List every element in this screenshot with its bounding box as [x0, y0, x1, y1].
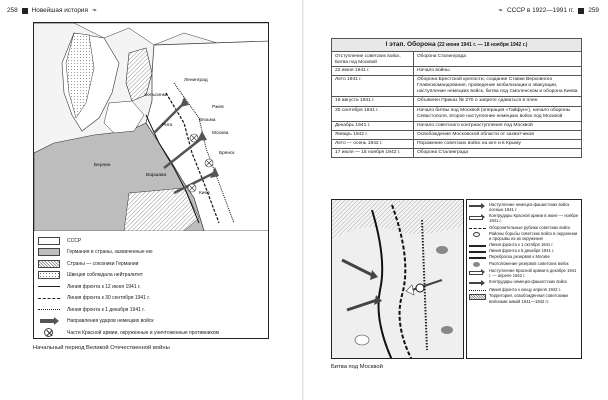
row-event: Поражение советских войск на юге и в Крыму [414, 140, 582, 149]
encircled-icon [44, 328, 53, 337]
legend-row [38, 293, 264, 305]
row-date: 22 июня 1941 г. [332, 66, 414, 75]
right-running-title: СССР в 1922—1991 гг. [507, 7, 575, 14]
city-label: Брянск [219, 151, 235, 156]
legend-label: Линия фронта к 1 октября 1941 г. [489, 241, 554, 247]
table-row [332, 130, 582, 139]
city-label: Вязьма [199, 118, 216, 123]
ornament-icon: ❧ [497, 8, 504, 14]
row-date: Январь 1942 г. [332, 130, 414, 139]
legend-label: Линия фронта к 5 декабря 1941 г. [489, 248, 555, 254]
legend-label: Страны — союзники Германии [67, 260, 139, 267]
legend-label: Контрудары Красной армии в июне — ноябре 1941 г. [489, 213, 579, 224]
legend-swatch [38, 271, 60, 279]
legend-label: Территория, освобождённая советскими войсками зимой 1941—1942 гг. [489, 293, 568, 304]
city-label: Варшава [146, 173, 167, 178]
legend-swatch [38, 260, 60, 268]
legend-text: Битва под Москвой [335, 59, 377, 64]
table-row [332, 97, 582, 106]
legend-row [469, 213, 579, 223]
defense-stage-table [331, 38, 582, 158]
table-row [332, 76, 582, 97]
map-legend [38, 235, 264, 339]
legend-swatch [38, 298, 60, 299]
legend-label: Наступление Красной армии в декабре 1941 г. — апреле 1942 г. [489, 267, 577, 278]
legend-row [38, 304, 264, 316]
legend-swatch [38, 237, 60, 245]
legend-label: Оборонительные рубежи советских войск [489, 224, 571, 230]
city-label: Москва [212, 131, 229, 136]
legend-label: СССР [67, 237, 82, 244]
legend-swatch [38, 309, 60, 310]
table-header-row [332, 39, 582, 52]
legend-row [38, 316, 264, 328]
table-row [332, 121, 582, 130]
table-title-dates: (22 июня 1941 г. — 18 ноября 1942 г.) [437, 42, 528, 48]
row-event: Объявлен Приказ № 270 о запрете сдаваться в плен [414, 97, 582, 106]
legend-label: Переброска резервов к Москве [489, 254, 550, 260]
europe-map [34, 23, 269, 231]
row-event: Начало войны [414, 66, 582, 75]
map-initial-period [33, 22, 269, 339]
right-page-number: 259 [588, 7, 599, 14]
row-event: Начало битвы под Москвой (операция «Тайфун»), начало обороны Севастополя, второе наступление немецких войск под Москвой [414, 106, 582, 121]
city-label: Ленинград [184, 78, 208, 83]
table-title-text: I этап. Оборона [385, 41, 436, 48]
row-event: Начало советского контрнаступления под Москвой [414, 121, 582, 130]
arrow-outline-icon [469, 269, 486, 275]
table-legend-row [332, 52, 582, 67]
legend-row [38, 327, 264, 339]
legend-row [469, 225, 579, 230]
legend-row [38, 270, 264, 282]
legend-label: Швеция соблюдала нейтралитет [67, 272, 144, 279]
legend-row [469, 231, 579, 241]
legend-row [469, 293, 579, 303]
legend-swatch [38, 248, 60, 256]
city-label: Хельсинки [144, 93, 168, 98]
legend-text: Отступление советских войск, [335, 53, 401, 59]
arrow-icon [469, 203, 486, 209]
right-map-caption: Битва под Москвой [331, 364, 383, 370]
row-date: Лето 1941 г. [332, 76, 414, 97]
row-event: Оборона Брестской крепости, создание Ставки Верховного Главнокомандования, проведение мобилизации и эвакуации, наступление немецких войск, битва под Смоленском и оборона Киева [414, 76, 582, 97]
legend-label: Линия фронта к 12 июня 1941 г. [67, 283, 141, 290]
legend-row [38, 258, 264, 270]
filled-oval-icon [473, 262, 480, 267]
table-legend-right: Оборона Сталинграда [414, 52, 582, 67]
row-date: 17 июля — 18 ноября 1942 г. [332, 149, 414, 158]
legend-swatch [38, 286, 60, 287]
table-title [332, 39, 582, 52]
line-icon [469, 251, 486, 253]
left-running-title: Новейшая история [31, 7, 88, 14]
arrow-outline-icon [469, 214, 486, 220]
left-running-head [7, 7, 97, 14]
row-date: 30 сентября 1941 г. [332, 106, 414, 121]
left-page-number: 258 [7, 7, 18, 14]
city-label: Ржев [212, 105, 224, 110]
moscow-map-drawing [332, 200, 464, 359]
row-date: Декабрь 1941 г. [332, 121, 414, 130]
legend-row [38, 281, 264, 293]
legend-row [38, 235, 264, 247]
arrow-icon [38, 317, 60, 325]
ornament-icon: ❧ [91, 8, 97, 14]
row-date: 16 августа 1941 г. [332, 97, 414, 106]
legend-row [469, 279, 579, 286]
row-event: Освобождение Московской области от захватчиков [414, 130, 582, 139]
oval-icon [473, 232, 480, 237]
arrow-icon [469, 280, 486, 286]
railway-icon [469, 257, 486, 259]
legend-row [469, 202, 579, 212]
legend-row [469, 261, 579, 267]
city-label: Рига [162, 123, 173, 128]
left-map-caption: Начальный период Великой Отечественной войны [33, 345, 170, 351]
table-row [332, 66, 582, 75]
legend-label: Наступление немецко-фашистских войск осенью 1941 г. [489, 202, 570, 213]
legend-row [469, 254, 579, 259]
legend-row [469, 248, 579, 253]
table-row [332, 140, 582, 149]
dotted-line-icon [469, 290, 486, 291]
city-label: Берлин [94, 163, 111, 168]
table-row [332, 149, 582, 158]
legend-row [469, 268, 579, 278]
moscow-map-legend [466, 199, 582, 359]
row-date: Лето — осень 1942 г. [332, 140, 414, 149]
legend-label: Расположение резервов советских войск [489, 260, 569, 266]
row-event: Оборона Сталинграда [414, 149, 582, 158]
right-running-head [498, 7, 599, 14]
legend-label: Линия фронта к 1 декабря 1941 г. [67, 306, 145, 313]
legend-label: Линия фронта к 30 сентября 1941 г. [67, 295, 150, 302]
legend-label: Германия и страны, захваченные ею [67, 249, 153, 256]
table-legend-left [332, 52, 414, 67]
legend-row [38, 247, 264, 259]
legend-label: Контрудары немецко-фашистских войск [489, 279, 568, 285]
square-icon [578, 8, 584, 14]
dashed-line-icon [469, 228, 486, 229]
legend-row [469, 242, 579, 247]
moscow-battle-map [331, 199, 464, 359]
legend-label: Части Красной армии, окруженные и уничтоженные противником [67, 329, 219, 336]
city-label: Киев [199, 191, 210, 196]
legend-label: Линия фронта к концу апреля 1942 г. [489, 287, 561, 293]
legend-label: Направления ударов немецких войск [67, 318, 154, 325]
line-icon [469, 245, 486, 247]
square-icon [22, 8, 28, 14]
legend-label: Районы борьбы советских войск в окружении и прорывы из их окружения [489, 230, 578, 241]
legend-row [469, 287, 579, 292]
hatch-icon [469, 294, 486, 300]
table-row [332, 106, 582, 121]
